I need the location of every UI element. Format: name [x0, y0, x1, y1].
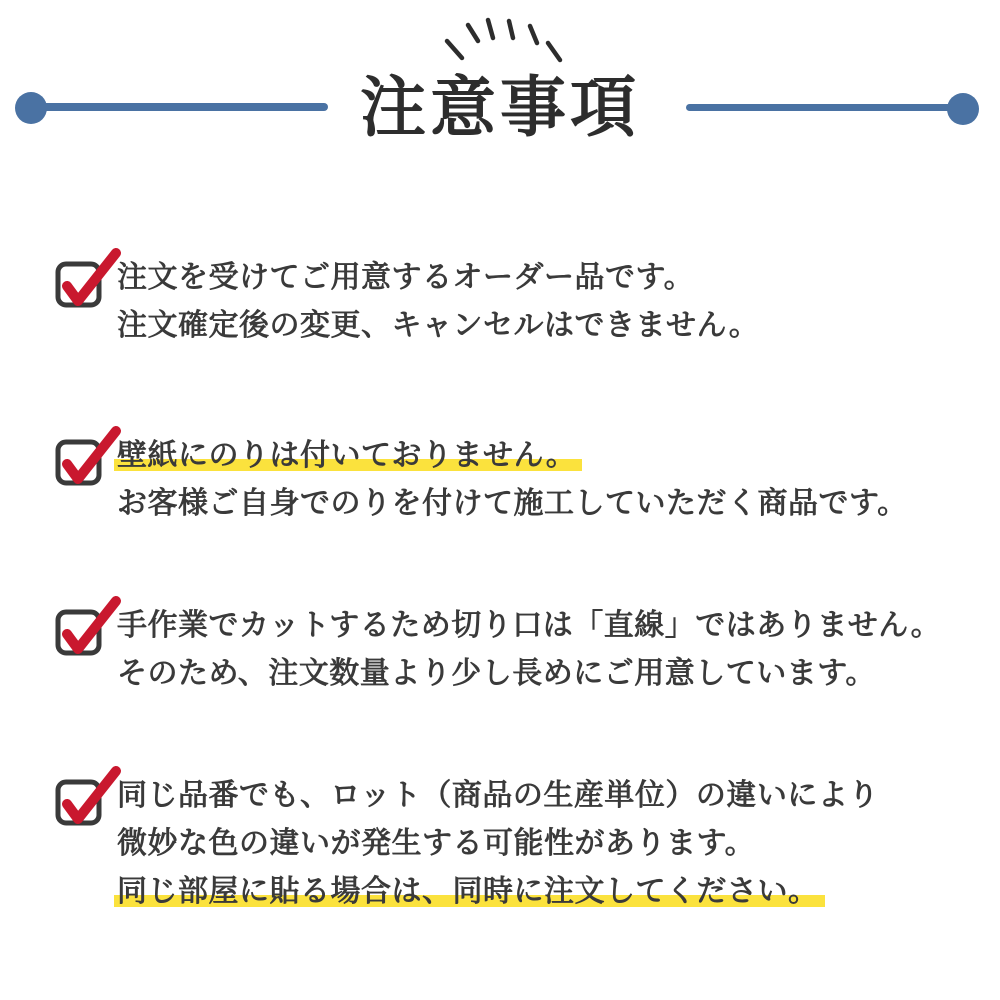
notice-line-highlighted: [117, 432, 908, 480]
notice-line: 注文確定後の変更、キャンセルはできません。: [117, 308, 760, 343]
notice-item: [54, 254, 759, 350]
checkbox-checked-icon: [54, 765, 122, 827]
notice-line-highlighted: [117, 868, 879, 916]
notice-line: 手作業でカットするため切り口は「直線」ではありません。: [117, 608, 942, 643]
page-title: 注意事項: [360, 69, 640, 146]
divider-line-right: [686, 104, 952, 111]
notice-item: [54, 602, 941, 698]
notice-line: お客様ご自身でのりを付けて施工していただく商品です。: [117, 486, 908, 521]
highlight-text: 同じ部屋に貼る場合は、同時に注文してください。: [114, 874, 825, 909]
divider-dot-right: [947, 93, 979, 125]
notice-line: 同じ品番でも、ロット（商品の生産単位）の違いにより: [117, 778, 879, 813]
checkbox-checked-icon: [54, 595, 122, 657]
checkbox-checked-icon: [54, 425, 122, 487]
notice-item: [54, 772, 879, 916]
notice-line: 注文を受けてご用意するオーダー品です。: [117, 260, 695, 295]
notice-item: [54, 432, 908, 528]
highlight-text: 壁紙にのりは付いておりません。: [114, 438, 582, 473]
notice-line: 微妙な色の違いが発生する可能性があります。: [117, 826, 756, 861]
checkbox-checked-icon: [54, 247, 122, 309]
notice-line: そのため、注文数量より少し長めにご用意しています。: [117, 656, 876, 691]
